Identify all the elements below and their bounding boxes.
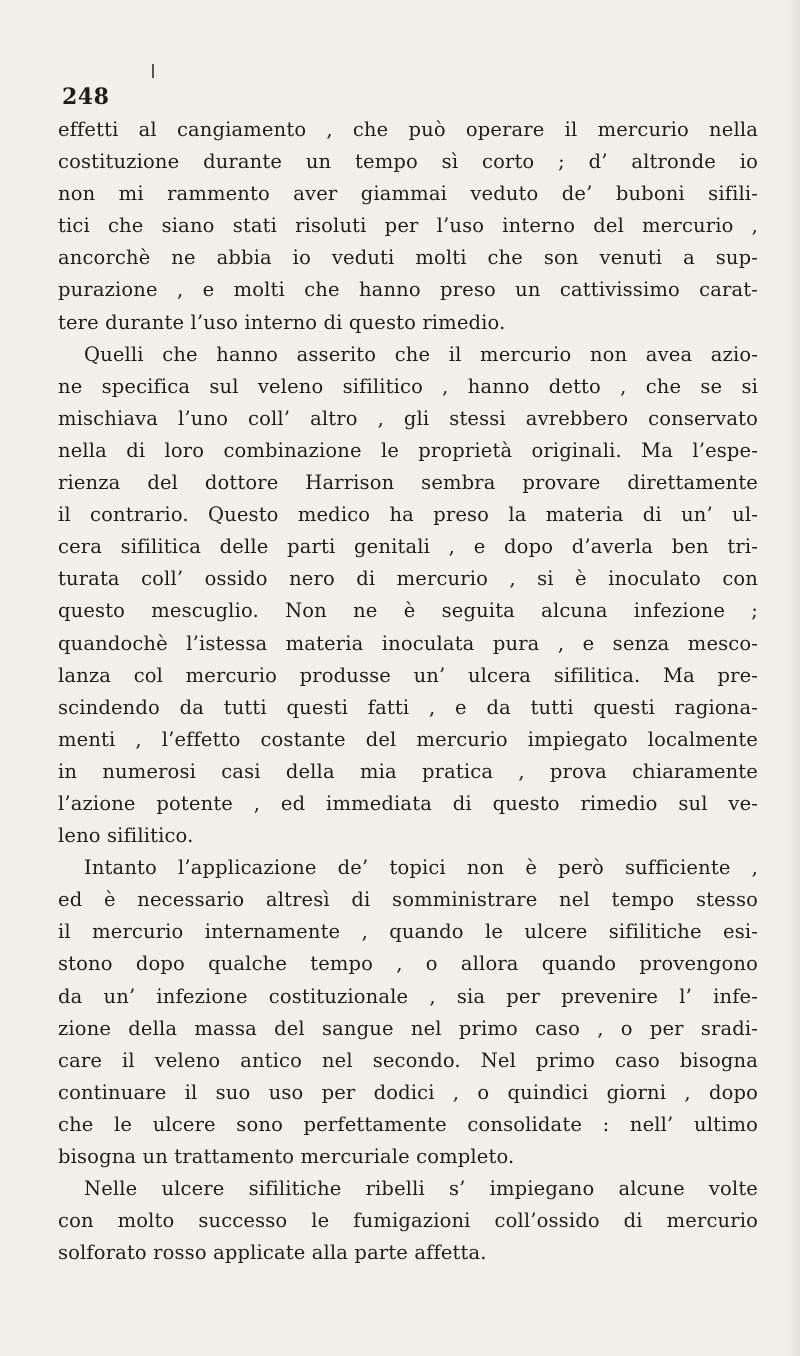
text-line: bisogna un trattamento mercuriale completo. [58, 1145, 515, 1168]
text-line: stono dopo qualche tempo , o allora quando provengono [58, 952, 758, 976]
text-line: questo mescuglio. Non ne è seguita alcuna infezione ; [58, 599, 758, 623]
text-line: quandochè l’istessa materia inoculata pura , e senza mesco- [58, 631, 758, 655]
text-line: non mi rammento aver giammai veduto de’ buboni sifili- [58, 182, 758, 206]
text-line: con molto successo le fumigazioni coll’ossido di mercurio [58, 1209, 758, 1233]
text-line: turata coll’ ossido nero di mercurio , si è inoculato con [58, 567, 758, 591]
text-line: leno sifilitico. [58, 824, 194, 848]
text-line: mischiava l’uno coll’ altro , gli stessi avrebbero conservato [58, 406, 758, 430]
text-line: in numerosi casi della mia pratica , prova chiaramente [58, 759, 758, 783]
text-line: Nelle ulcere sifilitiche ribelli s’ impiegano alcune volte [84, 1177, 758, 1201]
page-number: 248 [62, 84, 110, 110]
text-line: l’azione potente , ed immediata di questo rimedio sul ve- [58, 791, 758, 815]
body-text [58, 114, 758, 1269]
text-line: care il veleno antico nel secondo. Nel primo caso bisogna [58, 1048, 758, 1072]
text-line: purazione , e molti che hanno preso un cattivissimo carat- [58, 278, 758, 302]
text-line: tere durante l’uso interno di questo rimedio. [58, 310, 506, 334]
text-line: continuare il suo uso per dodici , o quindici giorni , dopo [58, 1080, 758, 1104]
text-line: menti , l’effetto costante del mercurio impiegato localmente [58, 727, 758, 751]
text-line: nella di loro combinazione le proprietà originali. Ma l’espe- [58, 438, 758, 462]
text-line: Intanto l’applicazione de’ topici non è però sufficiente , [84, 856, 758, 880]
text-line: scindendo da tutti questi fatti , e da tutti questi ragiona- [58, 695, 758, 719]
text-line: ne specifica sul veleno sifilitico , hanno detto , che se si [58, 374, 758, 398]
text-line: ancorchè ne abbia io veduti molti che son venuti a sup- [58, 246, 758, 270]
text-line: lanza col mercurio produsse un’ ulcera sifilitica. Ma pre- [58, 663, 758, 687]
text-line: il mercurio internamente , quando le ulcere sifilitiche esi- [58, 920, 758, 944]
text-line: rienza del dottore Harrison sembra provare direttamente [58, 471, 758, 495]
text-line: da un’ infezione costituzionale , sia per prevenire l’ infe- [58, 984, 758, 1008]
text-line: ed è necessario altresì di somministrare nel tempo stesso [58, 888, 758, 912]
text-line: tici che siano stati risoluti per l’uso interno del mercurio , [58, 214, 758, 238]
text-line: zione della massa del sangue nel primo caso , o per sradi- [58, 1016, 758, 1040]
text-line: Quelli che hanno asserito che il mercurio non avea azio- [84, 342, 758, 366]
text-line: effetti al cangiamento , che può operare il mercurio nella [58, 118, 758, 141]
text-line: il contrario. Questo medico ha preso la materia di un’ ul- [58, 503, 758, 527]
page-edge-shadow [786, 0, 800, 1356]
text-line: solforato rosso applicate alla parte affetta. [58, 1241, 487, 1265]
print-mark [152, 64, 154, 78]
text-line: costituzione durante un tempo sì corto ; d’ altronde io [58, 150, 758, 174]
text-line: che le ulcere sono perfettamente consolidate : nell’ ultimo [58, 1112, 758, 1136]
text-line: cera sifilitica delle parti genitali , e dopo d’averla ben tri- [58, 535, 758, 559]
